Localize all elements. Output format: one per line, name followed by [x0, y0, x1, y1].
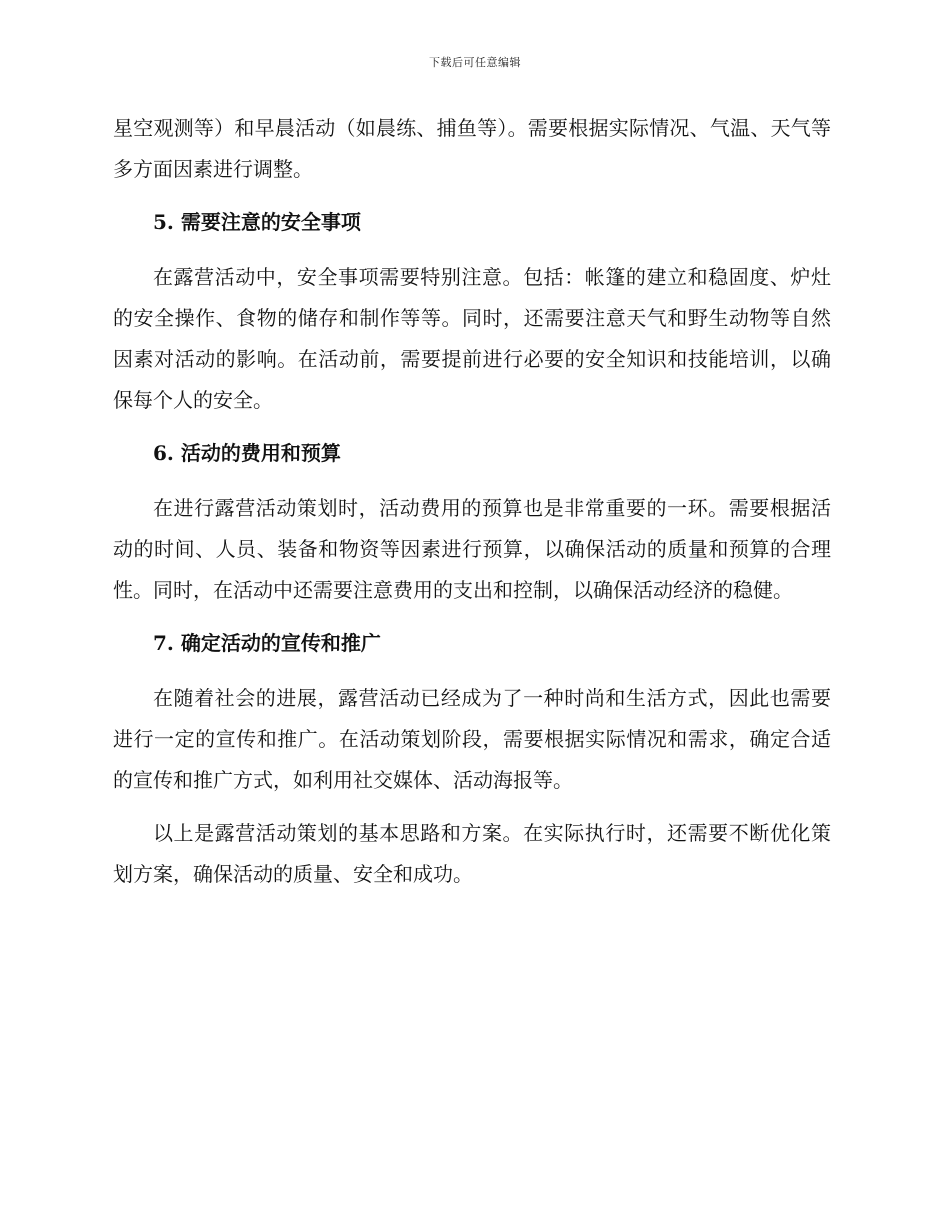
section-7-paragraph: 在随着社会的进展，露营活动已经成为了一种时尚和生活方式，因此也需要进行一定的宣传和推广。在活动策划阶段，需要根据实际情况和需求，确定合适的宣传和推广方式，如利用社交媒体、活动海报等。: [113, 686, 831, 792]
section-5-heading: 5. 需要注意的安全事项: [153, 210, 361, 234]
section-7-heading: 7. 确定活动的宣传和推广: [153, 631, 381, 655]
page-header: 下载后可任意编辑: [429, 56, 521, 69]
section-6-paragraph: 在进行露营活动策划时，活动费用的预算也是非常重要的一环。需要根据活动的时间、人员、装备和物资等因素进行预算，以确保活动的质量和预算的合理性。同时，在活动中还需要注意费用的支出和控制，以确保活动经济的稳健。: [113, 496, 831, 602]
section-6-heading: 6. 活动的费用和预算: [153, 441, 341, 465]
document-body: [113, 108, 831, 895]
conclusion-paragraph: 以上是露营活动策划的基本思路和方案。在实际执行时，还需要不断优化策划方案，确保活动的质量、安全和成功。: [113, 821, 831, 886]
section-5-paragraph: 在露营活动中，安全事项需要特别注意。包括：帐篷的建立和稳固度、炉灶的安全操作、食物的储存和制作等等。同时，还需要注意天气和野生动物等自然因素对活动的影响。在活动前，需要提前进行必要的安全知识和技能培训，以确保每个人的安全。: [113, 265, 831, 412]
intro-continuation-paragraph: 星空观测等）和早晨活动（如晨练、捕鱼等）。需要根据实际情况、气温、天气等多方面因素进行调整。: [113, 116, 831, 181]
